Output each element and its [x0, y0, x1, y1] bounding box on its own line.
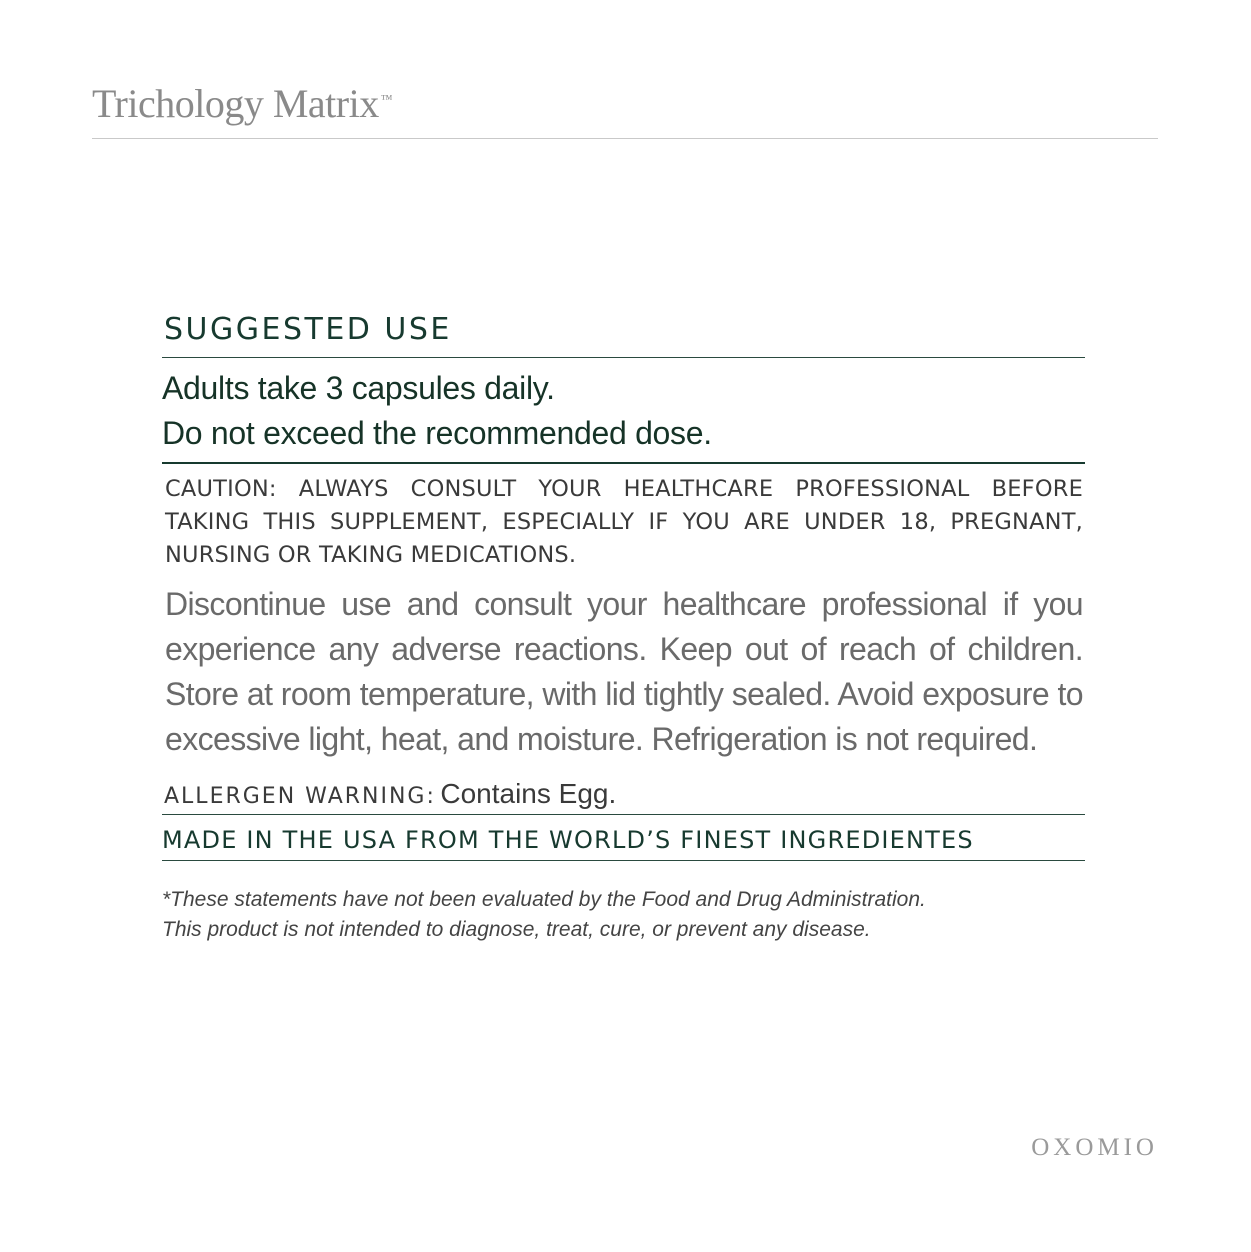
suggested-use-heading: SUGGESTED USE — [162, 308, 1085, 358]
footer-brand-logo: OXOMIO — [1031, 1134, 1158, 1161]
disclaimer-line-2: This product is not intended to diagnose, treat, cure, or prevent any disease. — [162, 918, 871, 941]
allergen-label: ALLERGEN WARNING: — [164, 784, 436, 809]
allergen-warning — [162, 776, 1085, 815]
dosage-line-2: Do not exceed the recommended dose. — [162, 415, 712, 451]
trademark-mark: ™ — [380, 92, 392, 106]
care-instructions: Discontinue use and consult your healthcare professional if you experience any adverse reactions. Keep out of reach of children. Store at room temperature, with lid tightly sealed. Avoid exposure to excessive light, heat, and moisture. Refrigeration is not required. — [165, 586, 1083, 757]
allergen-value: Contains Egg. — [440, 778, 617, 809]
disclaimer-line-1: *These statements have not been evaluated by the Food and Drug Administration. — [162, 888, 926, 911]
caution-text: CAUTION: ALWAYS CONSULT YOUR HEALTHCARE PROFESSIONAL BEFORE TAKING THIS SUPPLEMENT, ESPECIALLY IF YOU ARE UNDER 18, PREGNANT, NURSING OR TAKING MEDICATIONS. — [165, 476, 1083, 568]
fda-disclaimer — [162, 885, 1085, 945]
dosage-line-1: Adults take 3 capsules daily. — [162, 370, 555, 406]
brand-title — [92, 81, 392, 126]
made-in-usa-statement: MADE IN THE USA FROM THE WORLD’S FINEST INGREDIENTES — [162, 815, 1085, 861]
dosage-instructions — [162, 358, 1085, 464]
header-divider — [92, 138, 1158, 139]
label-content — [162, 308, 1085, 945]
brand-name: Trichology Matrix — [92, 81, 379, 126]
